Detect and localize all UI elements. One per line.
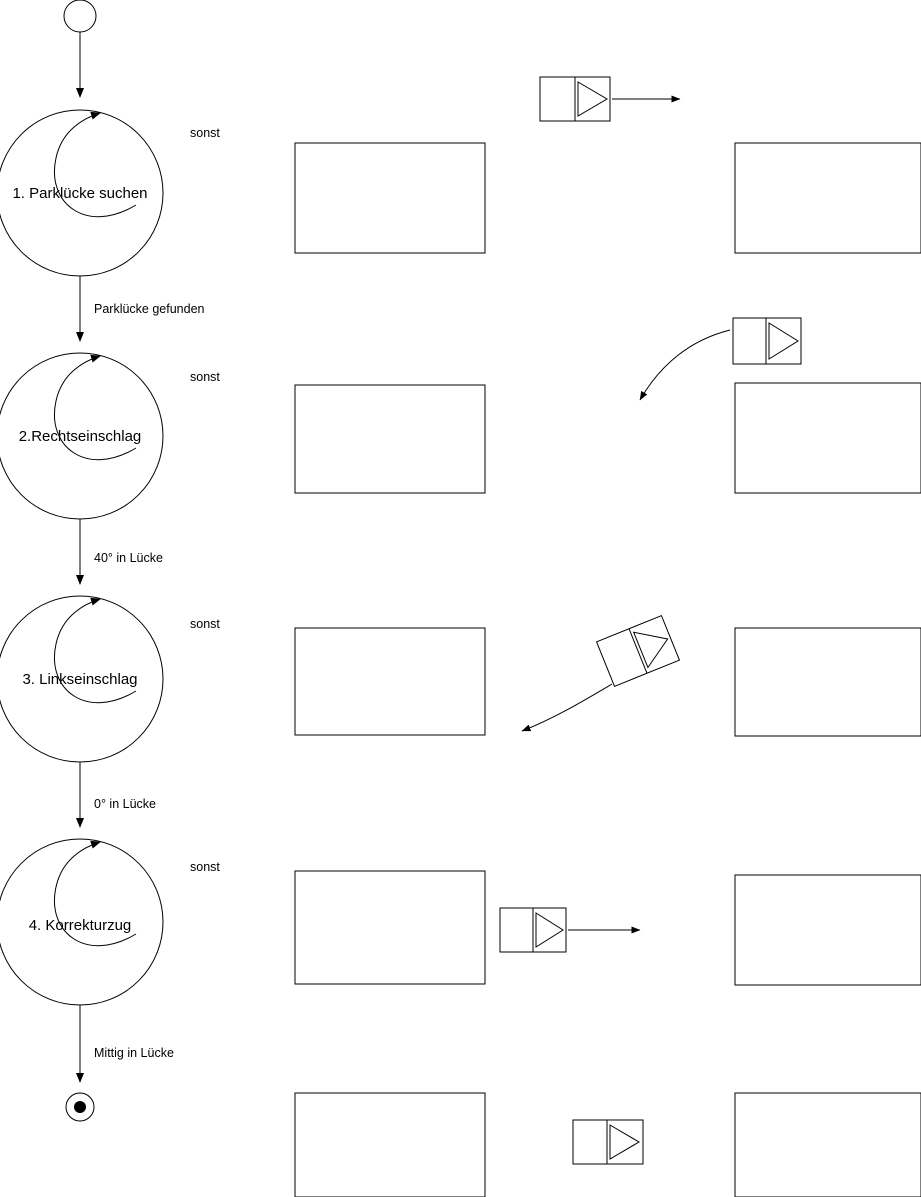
transition-label-s1-s2: Parklücke gefunden bbox=[94, 302, 205, 316]
placeholder-box-left-1 bbox=[295, 143, 485, 253]
transition-label-s2-s3: 40° in Lücke bbox=[94, 551, 163, 565]
state-label-3: 3. Linkseinschlag bbox=[22, 671, 138, 688]
placeholder-box-right-2 bbox=[735, 383, 921, 493]
car-glyph-third bbox=[597, 616, 680, 687]
state-label-2: 2.Rechtseinschlag bbox=[18, 428, 142, 445]
placeholder-box-right-4 bbox=[735, 875, 921, 985]
car-glyph-bottom bbox=[573, 1120, 643, 1164]
placeholder-box-left-2 bbox=[295, 385, 485, 493]
placeholder-box-right-1 bbox=[735, 143, 921, 253]
state-label-4: 4. Korrekturzug bbox=[28, 917, 132, 934]
placeholder-box-left-3 bbox=[295, 628, 485, 735]
self-loop-label-3: sonst bbox=[190, 617, 220, 631]
placeholder-box-left-5 bbox=[295, 1093, 485, 1197]
state-label-1: 1. Parklücke suchen bbox=[12, 185, 148, 202]
self-loop-label-4: sonst bbox=[190, 860, 220, 874]
car-glyph-fourth bbox=[500, 908, 640, 952]
car-glyph-top bbox=[540, 77, 680, 121]
end-node-inner bbox=[74, 1101, 86, 1113]
placeholder-box-right-3 bbox=[735, 628, 921, 736]
start-node bbox=[64, 0, 96, 32]
placeholder-box-left-4 bbox=[295, 871, 485, 984]
transition-label-s4-end: Mittig in Lücke bbox=[94, 1046, 174, 1060]
placeholder-box-right-5 bbox=[735, 1093, 921, 1197]
car-glyph-third-arrow bbox=[522, 684, 612, 731]
transition-label-s3-s4: 0° in Lücke bbox=[94, 797, 156, 811]
self-loop-label-1: sonst bbox=[190, 126, 220, 140]
self-loop-label-2: sonst bbox=[190, 370, 220, 384]
